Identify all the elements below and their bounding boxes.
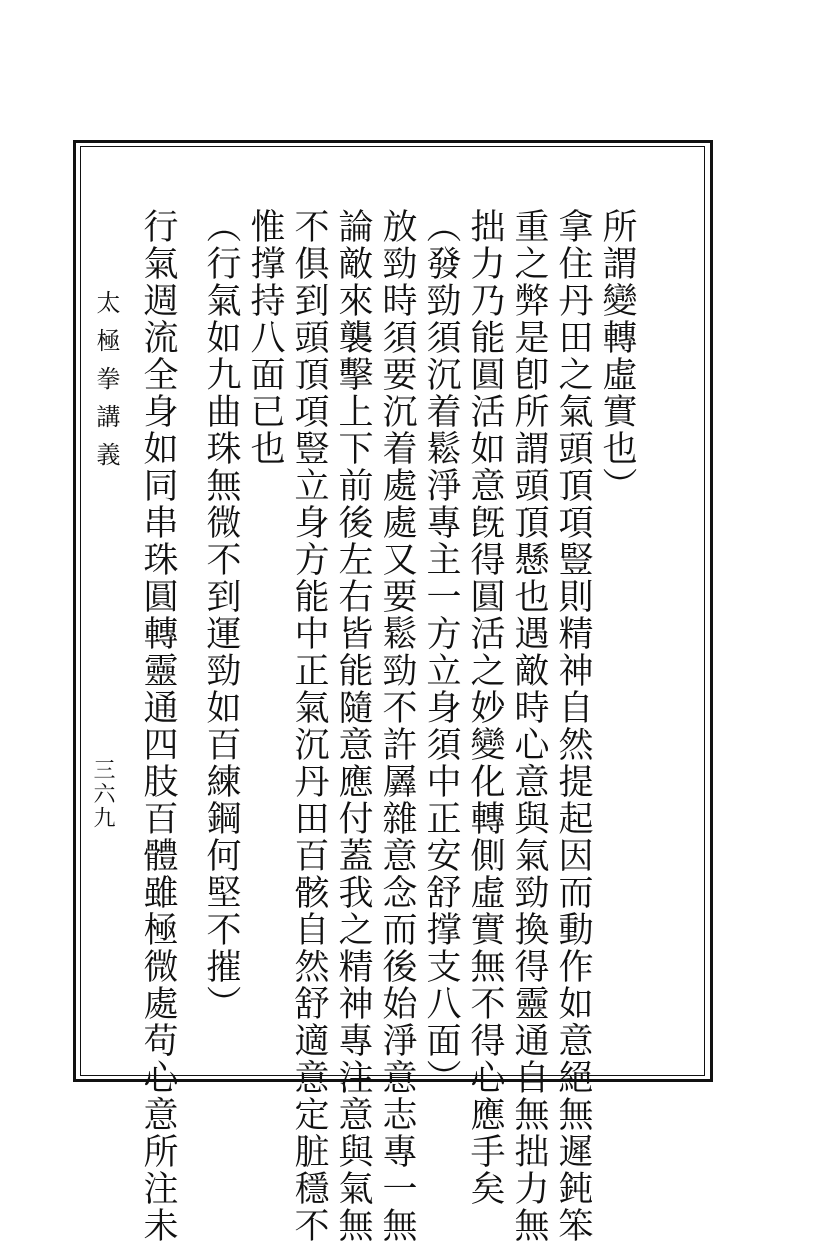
text-column-8: 不俱到頭頂項豎立身方能中正氣沉丹田百骸自然舒適意定脏穩不 [289,208,329,1244]
text-column-4: 拙力乃能圓活如意旣得圓活之妙變化轉側虛實無不得心應手矣 [465,208,505,1207]
text-column-3: 重之弊是卽所謂頭頂懸也遇敵時心意與氣勁換得靈通自無拙力無 [509,208,549,1244]
text-column-9: 惟撑持八面已也 [245,208,285,467]
text-column-2: 拿住丹田之氣頭頂項豎則精神自然提起因而動作如意絕無遲鈍笨 [553,208,593,1244]
text-column-6: 放勁時須要沉着處處又要鬆勁不許羼雜意念而後始淨意志專一無 [377,208,417,1244]
text-column-1: 所謂變轉虛實也） [597,208,637,504]
text-column-7: 論敵來襲擊上下前後左右皆能隨意應付蓋我之精神專注意與氣無 [333,208,373,1244]
text-column-10-heading: （行氣如九曲珠無微不到運勁如百練鋼何堅不摧） [201,208,241,1022]
book-title: 太極拳講義 [92,290,120,480]
page-number: 三六九 [90,758,115,830]
text-column-11: 行氣週流全身如同串珠圓轉靈通四肢百體雖極微處苟心意所注未 [138,208,178,1244]
text-column-5-heading: （發勁須沉着鬆淨專主一方立身須中正安舒撑支八面） [421,208,461,1096]
